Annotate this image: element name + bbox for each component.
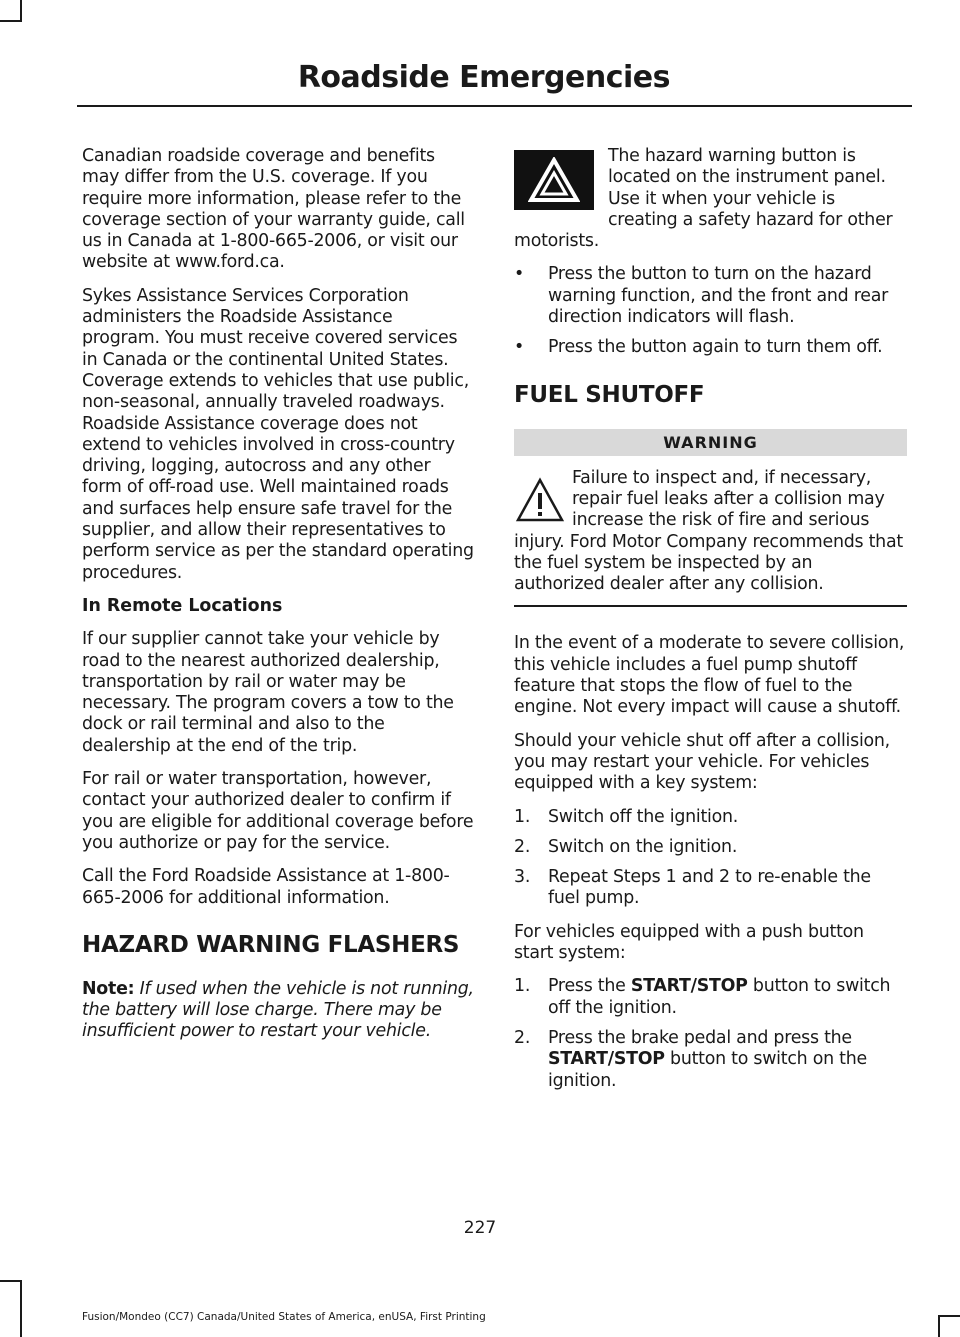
paragraph: Call the Ford Roadside Assistance at 1-800-665-2006 for additional information. [82,866,450,908]
list-item: • Press the button to turn on the hazard warning function, and the front and rear direction indicators will flash. [514,264,907,328]
heading-hazard-warning-flashers: HAZARD WARNING FLASHERS [82,931,460,958]
hazard-bullets [514,264,907,358]
paragraph: For rail or water transportation, however, contact your authorized dealer to confirm if you are eligible for additional coverage before you authorize or pay for the service. [82,769,474,853]
warning-label: WARNING [514,429,907,456]
paragraph: The hazard warning button is located on the instrument panel. Use it when your vehicle is creating a safety hazard for other motorists. [514,146,893,252]
page-number: 227 [463,1218,497,1238]
note-label: Note: [82,978,135,999]
key-system-steps [514,807,907,910]
crop-mark [20,1280,22,1337]
footer-text: Fusion/Mondeo (CC7) Canada/United States of America, enUSA, First Printing [82,1311,486,1323]
hazard-block [514,146,907,252]
crop-mark [0,1280,22,1282]
hazard-warning-icon [514,150,594,210]
right-column [514,146,907,1104]
list-item: • Press the button again to turn them off. [514,337,907,358]
left-column [82,146,475,1055]
page-title: Roadside Emergencies [297,60,670,95]
crop-mark [938,1315,960,1317]
paragraph: Should your vehicle shut off after a collision, you may restart your vehicle. For vehicles equipped with a key system: [514,730,890,794]
note-text: If used when the vehicle is not running, the battery will lose charge. There may be insufficient power to restart your vehicle. [82,978,474,1042]
note [82,979,475,1043]
list-item: 2. Press the brake pedal and press the START/STOP button to switch on the ignition. [514,1027,867,1091]
list-item: 2. Switch on the ignition. [514,836,738,857]
list-item: 1. Switch off the ignition. [514,806,739,827]
paragraph: If our supplier cannot take your vehicle by road to the nearest authorized dealership, transportation by rail or water may be necessary. The program covers a tow to the dock or rail terminal and also to the dealership at the end of the trip. [82,629,454,756]
warning-triangle-icon [514,474,566,526]
paragraph: In the event of a moderate to severe collision, this vehicle includes a fuel pump shutoff feature that stops the flow of fuel to the engine. Not every impact will cause a shutoff. [514,633,905,718]
push-button-steps [514,976,907,1091]
paragraph: Canadian roadside coverage and benefits may differ from the U.S. coverage. If you require more information, please refer to the coverage section of your warranty guide, call us in Canada at 1-800-665-2006, or visit our website at www.ford.ca. [82,146,465,273]
heading-fuel-shutoff: FUEL SHUTOFF [514,381,705,408]
paragraph: Sykes Assistance Services Corporation administers the Roadside Assistance program. You must receive covered services in Canada or the continental United States. Coverage extends to vehicles that use public, non-seasonal, annually traveled roadways. Roadside Assistance coverage does not extend to vehicles involved in cross-country driving, logging, autocross and any other form of off-road use. Well maintained roads and surfaces help ensure safe travel for the supplier, and allow their representatives to perform service as per the standard operating procedures. [82,285,474,583]
crop-mark [20,0,22,22]
crop-mark [0,20,22,22]
header-rule [77,105,912,107]
paragraph: For vehicles equipped with a push button start system: [514,921,864,964]
list-item: 3. Repeat Steps 1 and 2 to re-enable the fuel pump. [514,867,871,909]
warning-text: Failure to inspect and, if necessary, repair fuel leaks after a collision may increase the risk of fire and serious injury. Ford Motor Company recommends that the fuel system be inspected by an authorized dealer after any collision. [514,467,903,595]
list-item: 1. Press the START/STOP button to switch off the ignition. [514,976,891,1018]
warning-box [514,468,907,608]
crop-mark [938,1315,940,1337]
subheading-remote-locations: In Remote Locations [82,595,283,616]
